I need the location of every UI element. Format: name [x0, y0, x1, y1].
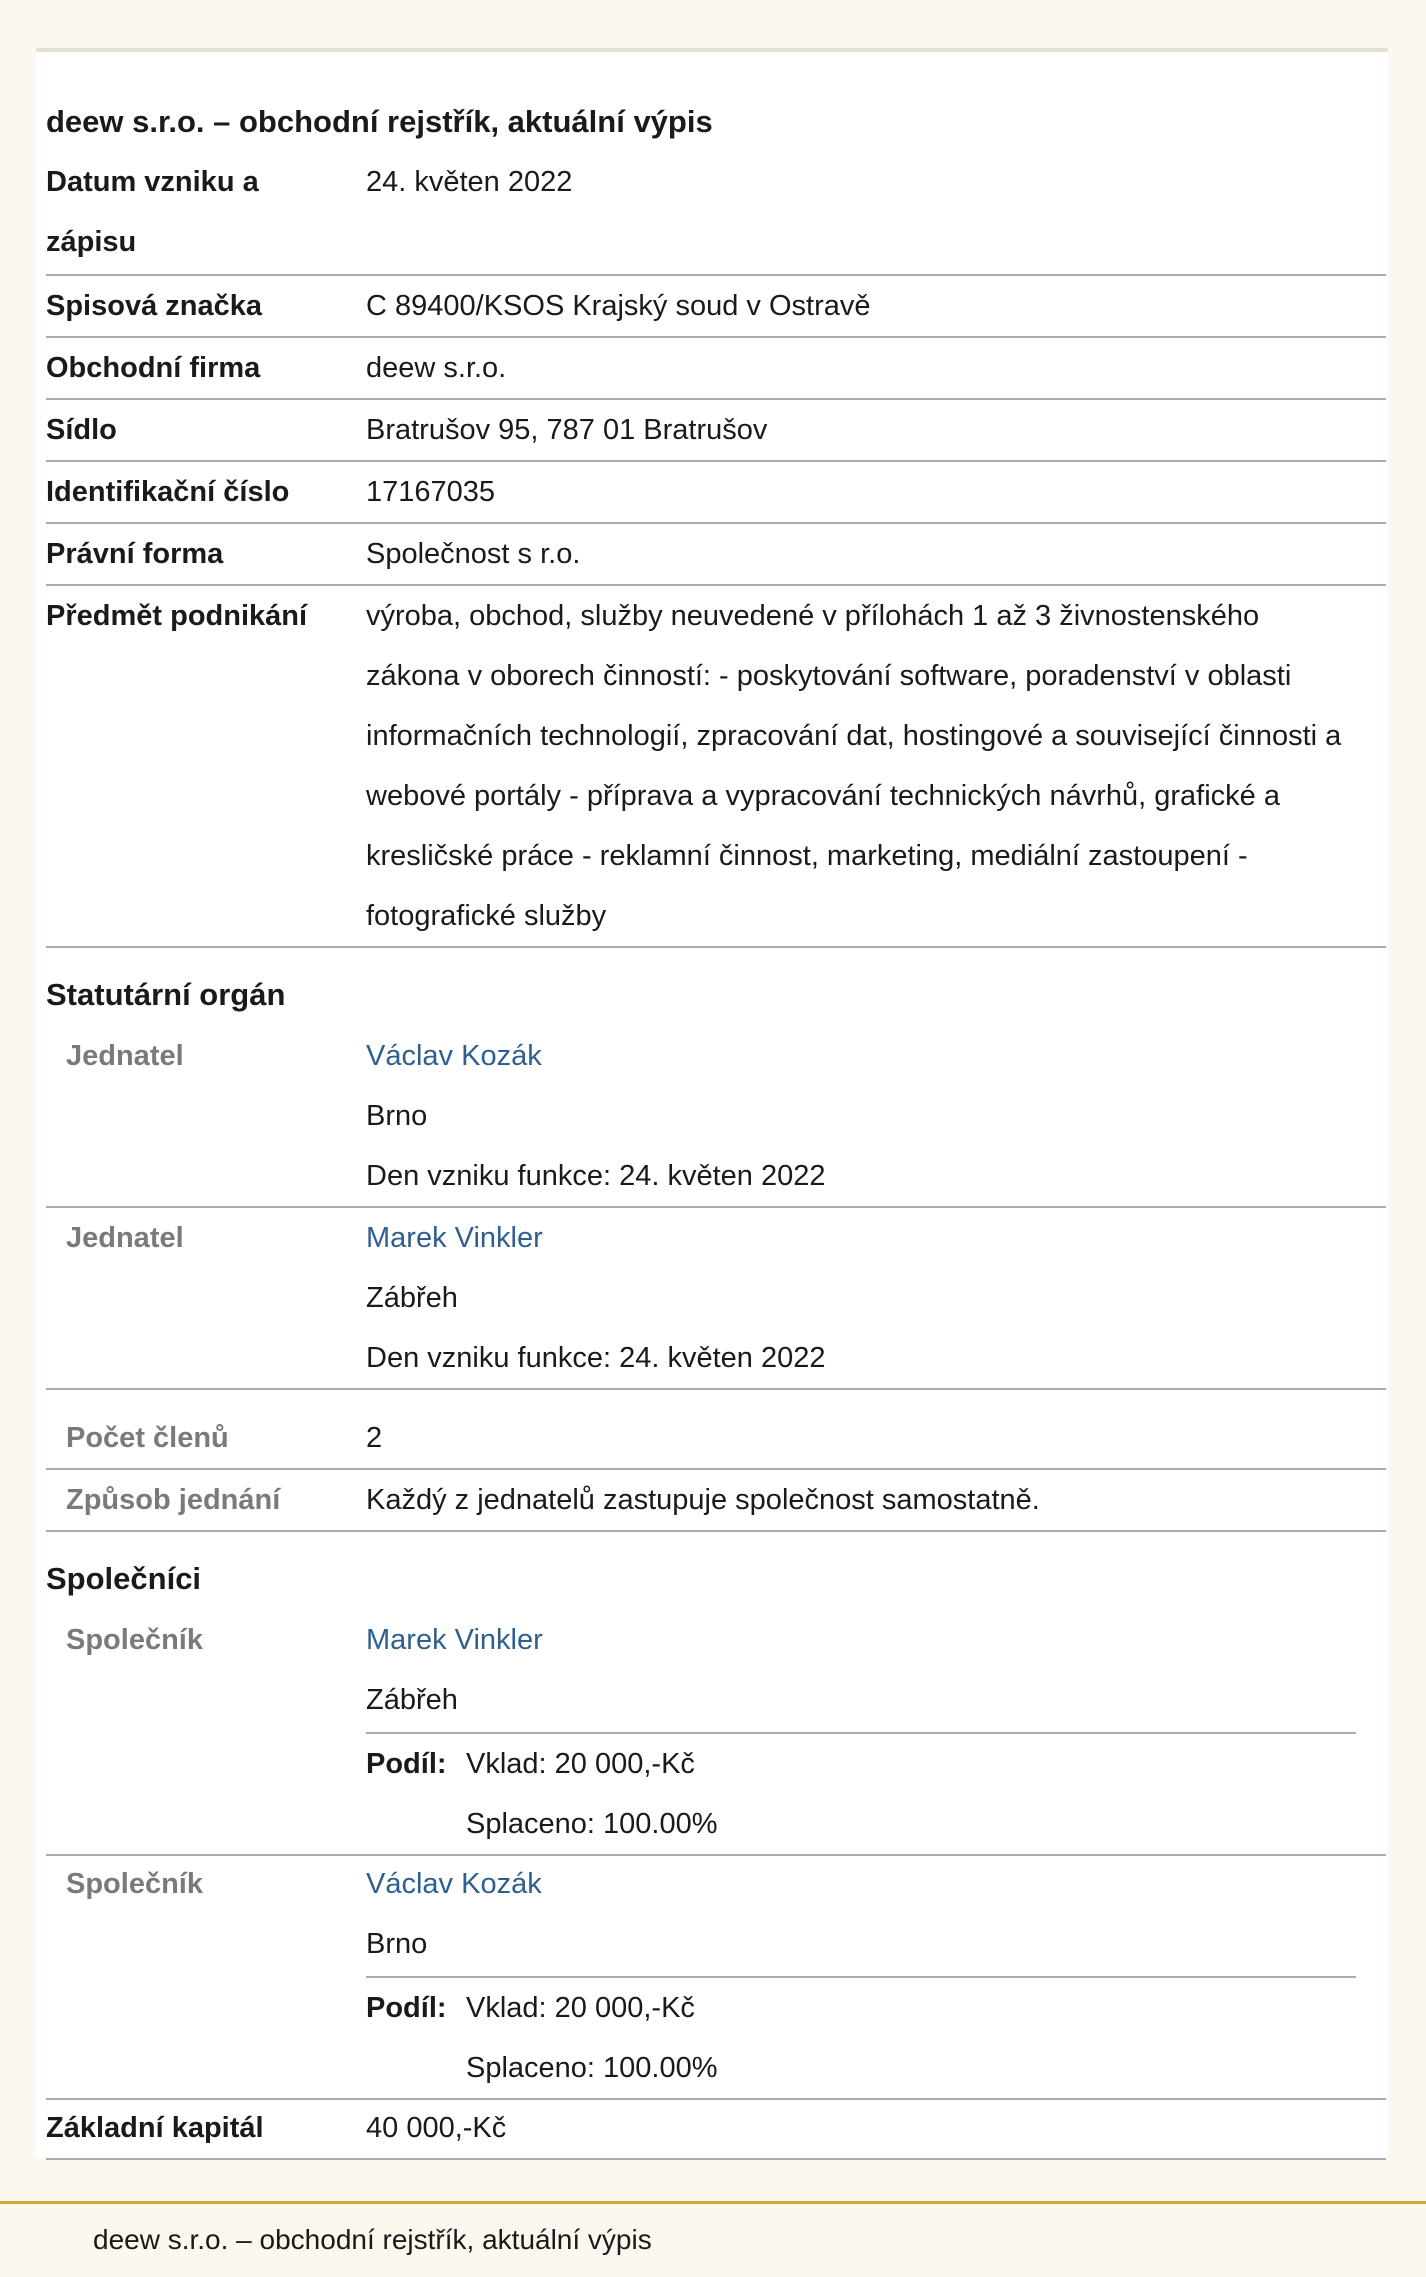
row-pravni-forma: [46, 524, 1386, 586]
value-spolecnik: [366, 1610, 1376, 1730]
predmet-line: výroba, obchod, služby neuvedené v přílohách 1 až 3 živnostenského: [366, 600, 1260, 632]
label-zakladni-kapital: Základní kapitál: [46, 2112, 264, 2144]
label-pocet-clenu: Počet členů: [66, 1422, 229, 1454]
row-identifikacni-cislo: [46, 462, 1386, 524]
podil-splaceno: Splaceno: 100.00%: [466, 2052, 718, 2084]
label-spolecnik: Společník: [66, 1624, 203, 1656]
row-zakladni-kapital: [46, 2098, 1386, 2160]
row-zpusob-jednani: [46, 1470, 1386, 1532]
person-city: Zábřeh: [366, 1282, 458, 1314]
label-datum-vzniku: [46, 152, 346, 272]
podil-label: Podíl:: [366, 1748, 447, 1780]
statutar-member: [46, 1026, 1386, 1208]
value-sidlo: Bratrušov 95, 787 01 Bratrušov: [366, 414, 768, 446]
person-since: Den vzniku funkce: 24. květen 2022: [366, 1342, 826, 1374]
value-pravni-forma: Společnost s r.o.: [366, 538, 581, 570]
predmet-line: webové portály - příprava a vypracování technických návrhů, grafické a: [366, 780, 1280, 812]
label-spisova-znacka: Spisová značka: [46, 290, 262, 322]
partner: [46, 1854, 1386, 2100]
label-datum-line2: zápisu: [46, 226, 137, 258]
value-pocet-clenu: 2: [366, 1422, 383, 1454]
person-city: Brno: [366, 1928, 428, 1960]
person-since: Den vzniku funkce: 24. květen 2022: [366, 1160, 826, 1192]
row-sidlo: [46, 400, 1386, 462]
register-extract-card: [36, 48, 1388, 2158]
label-jednatel: Jednatel: [66, 1222, 184, 1254]
person-link[interactable]: Václav Kozák: [366, 1868, 542, 1900]
label-pravni-forma: Právní forma: [46, 538, 224, 570]
row-pocet-clenu: [46, 1408, 1386, 1470]
page-footer: [0, 2201, 1426, 2277]
predmet-line: zákona v oborech činností: - poskytování software, poradenství v oblasti: [366, 660, 1292, 692]
value-predmet-podnikani: [366, 586, 1376, 946]
label-datum-line1: Datum vzniku a: [46, 166, 259, 198]
value-jednatel: [366, 1208, 1376, 1388]
predmet-line: informačních technologií, zpracování dat, hostingové a související činnosti a: [366, 720, 1342, 752]
value-spolecnik: [366, 1854, 1376, 1974]
person-city: Zábřeh: [366, 1684, 458, 1716]
value-obchodni-firma: deew s.r.o.: [366, 352, 507, 384]
predmet-line: kresličské práce - reklamní činnost, marketing, mediální zastoupení -: [366, 840, 1248, 872]
partner: [46, 1610, 1386, 1856]
person-city: Brno: [366, 1100, 428, 1132]
value-zakladni-kapital: 40 000,-Kč: [366, 2112, 507, 2144]
label-obchodni-firma: Obchodní firma: [46, 352, 261, 384]
predmet-line: fotografické služby: [366, 900, 607, 932]
podil-vklad: Vklad: 20 000,-Kč: [466, 1748, 695, 1780]
person-link[interactable]: Marek Vinkler: [366, 1624, 543, 1656]
row-obchodni-firma: [46, 338, 1386, 400]
label-identifikacni-cislo: Identifikační číslo: [46, 476, 290, 508]
label-predmet-podnikani: Předmět podnikání: [46, 600, 308, 632]
section-statutarni-organ: Statutární orgán: [46, 977, 286, 1012]
value-identifikacni-cislo: 17167035: [366, 476, 496, 508]
section-spolecnici: Společníci: [46, 1561, 202, 1596]
footer-text: deew s.r.o. – obchodní rejstřík, aktuální výpis: [93, 2224, 652, 2255]
label-sidlo: Sídlo: [46, 414, 117, 446]
podil-values: [466, 1978, 718, 2098]
row-datum-vzniku: [46, 152, 1386, 276]
person-link[interactable]: Václav Kozák: [366, 1040, 542, 1072]
person-link[interactable]: Marek Vinkler: [366, 1222, 543, 1254]
statutar-member: [46, 1208, 1386, 1390]
label-spolecnik: Společník: [66, 1868, 203, 1900]
value-datum-vzniku: 24. květen 2022: [366, 166, 573, 198]
row-predmet-podnikani: [46, 586, 1386, 948]
value-zpusob-jednani: Každý z jednatelů zastupuje společnost samostatně.: [366, 1484, 1040, 1516]
podil-label: Podíl:: [366, 1992, 447, 2024]
podil-values: [466, 1734, 718, 1854]
page-title: deew s.r.o. – obchodní rejstřík, aktuální výpis: [46, 104, 713, 139]
podil-block: [366, 1976, 1356, 2098]
label-jednatel: Jednatel: [66, 1040, 184, 1072]
value-spisova-znacka: C 89400/KSOS Krajský soud v Ostravě: [366, 290, 871, 322]
podil-block: [366, 1732, 1356, 1854]
podil-splaceno: Splaceno: 100.00%: [466, 1808, 718, 1840]
podil-vklad: Vklad: 20 000,-Kč: [466, 1992, 695, 2024]
value-jednatel: [366, 1026, 1376, 1206]
row-spisova-znacka: [46, 276, 1386, 338]
label-zpusob-jednani: Způsob jednání: [66, 1484, 281, 1516]
